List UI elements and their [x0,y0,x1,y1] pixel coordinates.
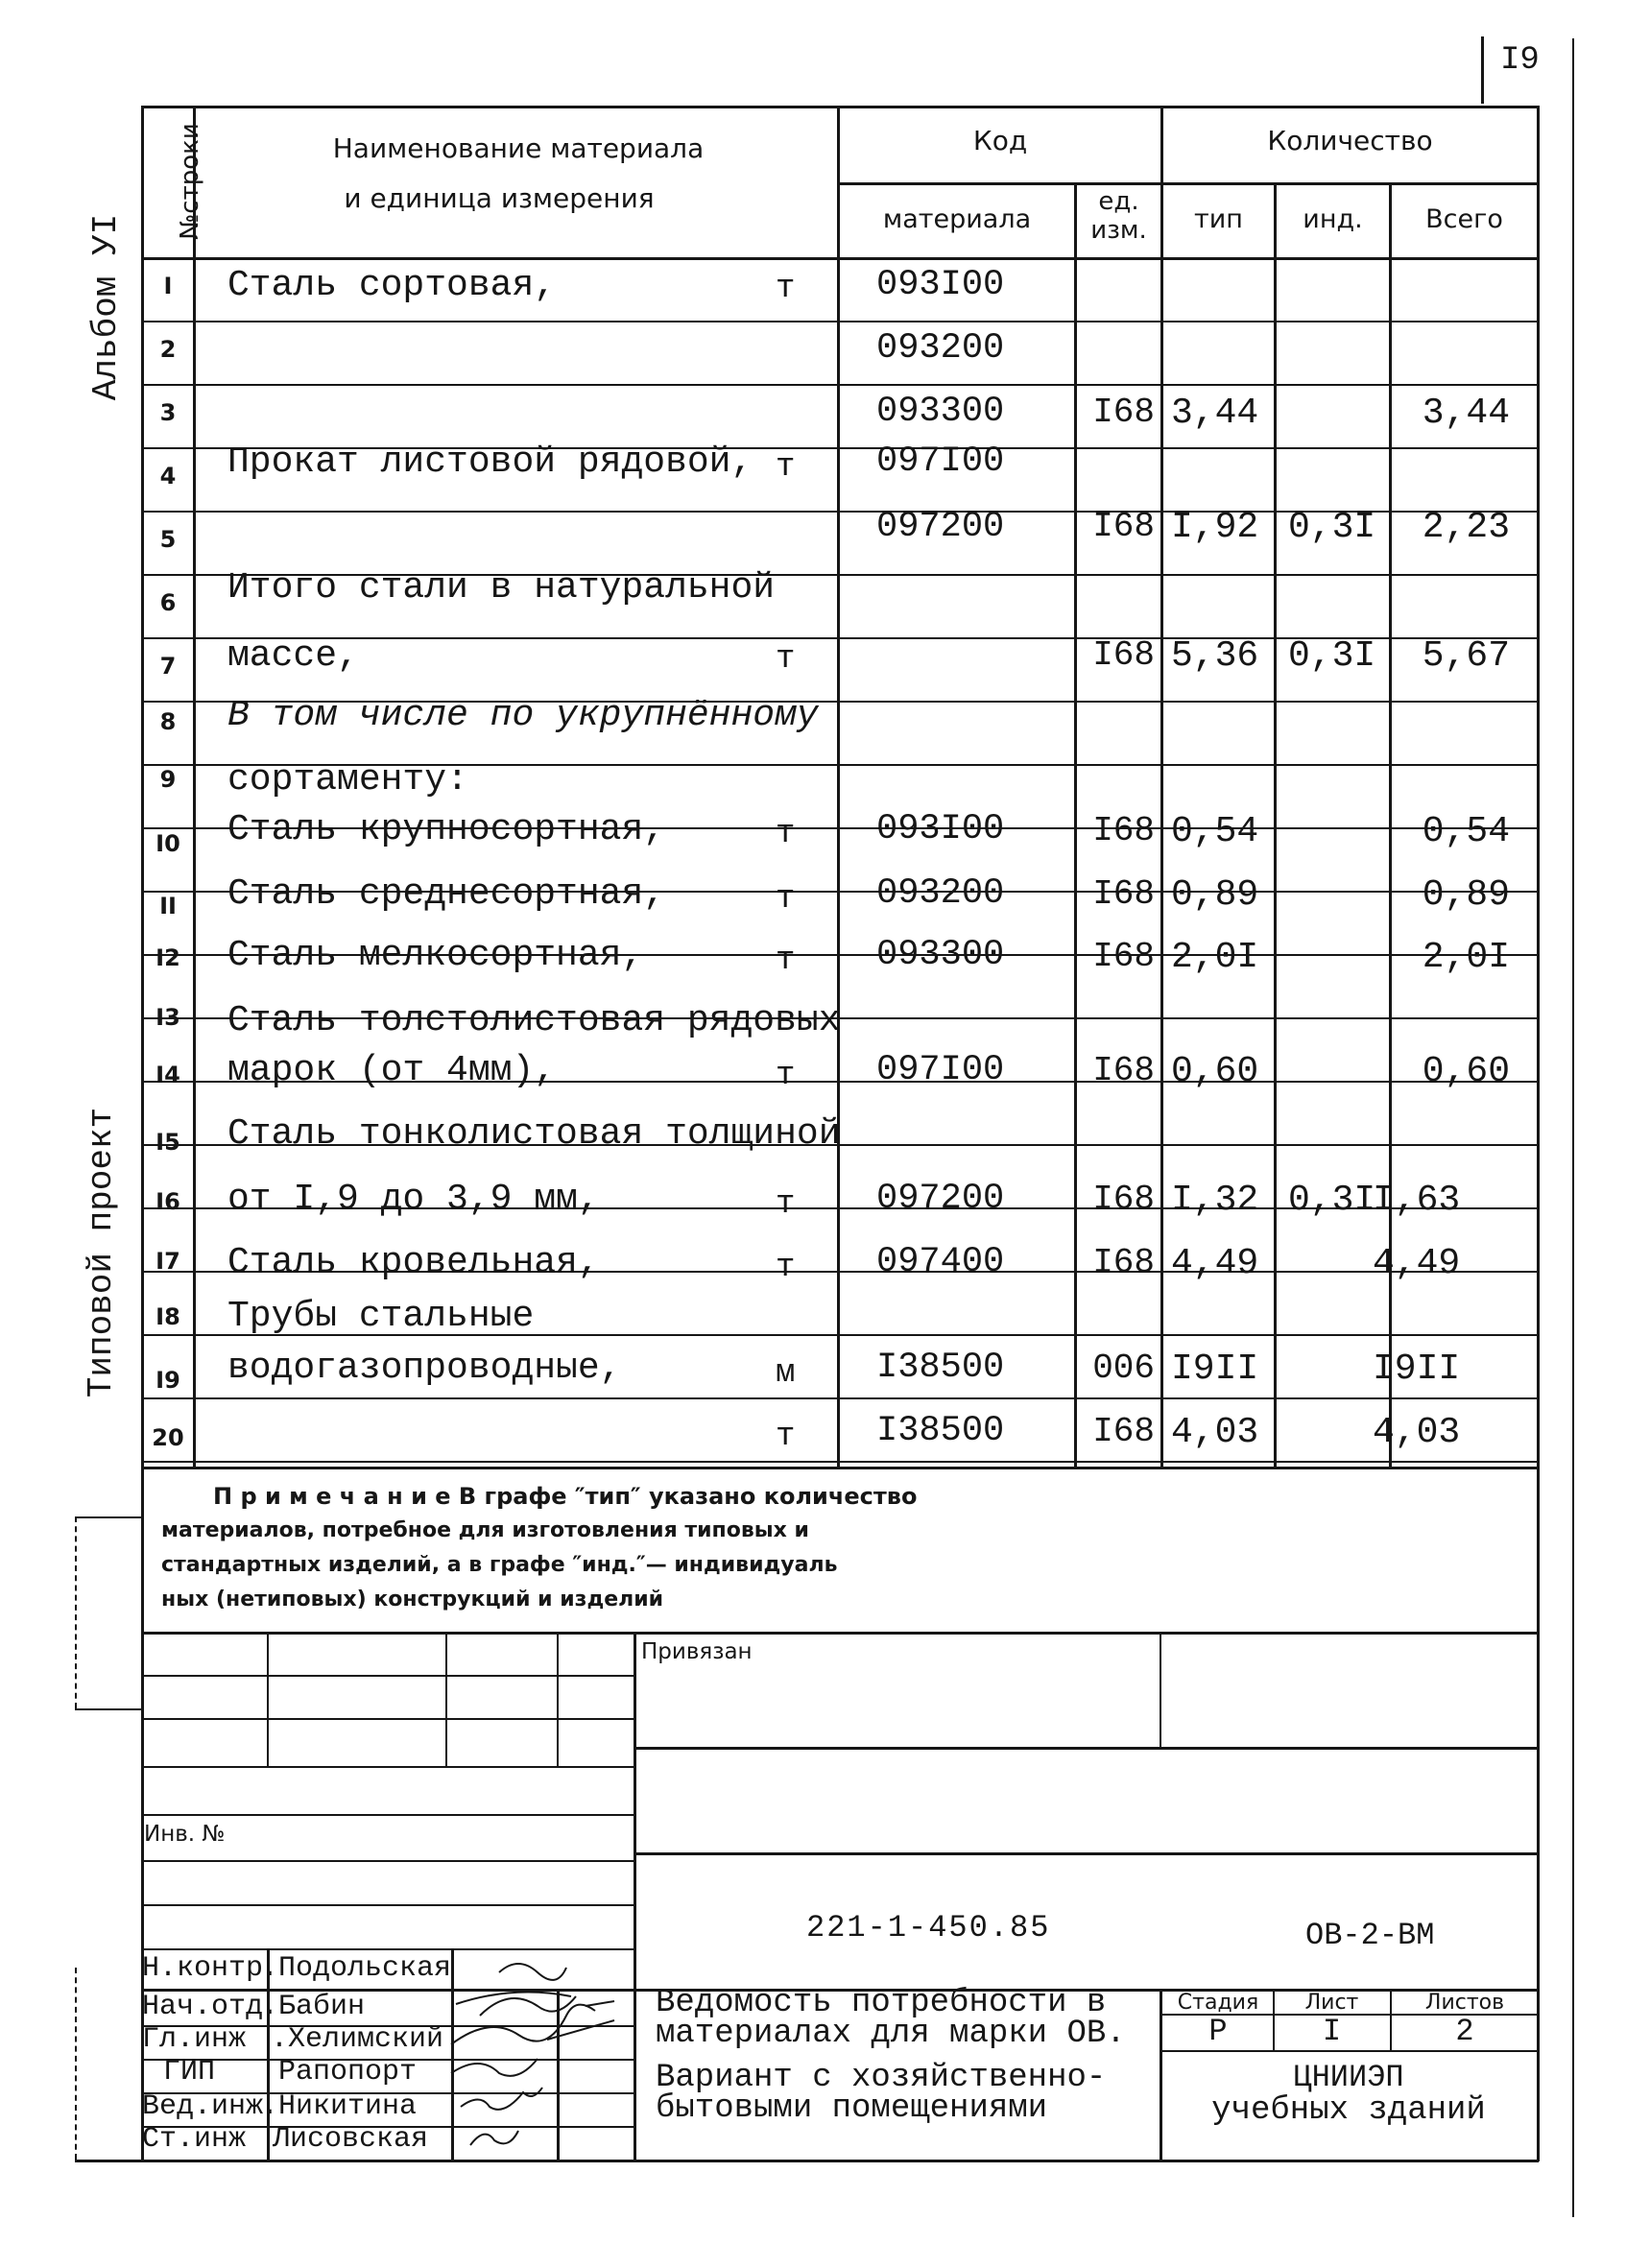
material-code: 093I00 [876,265,1005,305]
material-unit: т [776,943,796,979]
quantity-header: Количество [1267,125,1433,156]
qty-total: 4,49 [1373,1243,1461,1284]
inventory-number-label: Инв. № [144,1822,226,1847]
album-label: Альбом УI [86,213,126,401]
sheet-title-line-1: Ведомость потребности в [656,1985,1107,2021]
right-margin-line [1572,38,1574,2217]
unit-code: I68 [1092,874,1155,914]
row-number: I6 [155,1188,180,1215]
material-code: I38500 [876,1348,1005,1388]
material-code: 093200 [876,328,1005,369]
material-code: I38500 [876,1411,1005,1451]
material-name: Прокат листовой рядовой, [227,442,753,483]
name-nikitina: .Никитина [261,2090,418,2123]
row-number: 8 [159,708,177,735]
name-lisovskaya: Лисовская [273,2123,429,2156]
material-code: 093300 [876,935,1005,975]
material-name: Итого стали в натуральной [227,567,776,609]
row-number: 5 [159,526,177,553]
unit-code: I68 [1092,1412,1155,1451]
page-number-border [1481,36,1484,104]
unit-code: I68 [1092,811,1155,850]
material-name: Сталь тонколистовая толщиной [227,1113,841,1155]
stage-label: Стадия [1177,1991,1259,2015]
qty-type: 5,36 [1171,635,1259,677]
qty-total: 5,67 [1422,635,1510,677]
material-unit: т [776,1186,796,1223]
qty-total: 3,44 [1422,393,1510,434]
name-header-line1: Наименование материала [332,132,705,164]
material-unit: т [776,1419,796,1455]
material-unit: т [776,881,796,918]
role-n-kontr: Н.контр [142,1952,264,1985]
sheet-title-line-2: материалах для марки ОВ. [656,2016,1126,2052]
qty-total: I9II [1373,1349,1461,1390]
qty-type: 0,60 [1171,1051,1259,1092]
qty-type: 2,0I [1171,937,1259,978]
sheets-value: 2 [1455,2014,1474,2049]
material-unit: т [776,449,796,486]
unit-code: I68 [1092,507,1155,546]
material-unit: м [776,1355,796,1392]
document-mark: ОВ-2-ВМ [1305,1918,1435,1953]
qty-total: 0,89 [1422,874,1510,916]
organization-line-2: учебных зданий [1211,2092,1486,2129]
note-line-1: П р и м е ч а н и е В графе ″тип″ указано количество [213,1483,918,1510]
row-number: 4 [159,463,177,489]
material-unit: т [776,641,796,678]
row-number: I7 [155,1248,180,1275]
qty-type: 0,54 [1171,811,1259,852]
material-code: 097I00 [876,442,1005,482]
stage-value: Р [1208,2014,1228,2049]
qty-total: I,63 [1373,1180,1461,1221]
qty-individual: 0,3I [1288,507,1376,548]
document-number: 221-1-450.85 [806,1910,1051,1946]
material-unit: т [776,1250,796,1286]
role-gl-inzh: Гл.инж [142,2023,247,2056]
qty-total: 0,54 [1422,811,1510,852]
material-unit: т [776,271,796,307]
material-name: марок (от 4мм), [227,1050,557,1091]
qty-type: I,92 [1171,507,1259,548]
name-podolskaya: .Подольская [261,1952,452,1985]
unit-code: 006 [1092,1349,1155,1388]
row-number: 20 [152,1424,184,1451]
row-number: II [159,893,177,919]
qty-total: 4,03 [1373,1412,1461,1453]
sheet-title-line-3: Вариант с хозяйственно- [656,2060,1107,2096]
note-line-2: материалов, потребное для изготовления типовых и [161,1518,809,1542]
qty-total: 2,0I [1422,937,1510,978]
unit-code: I68 [1092,635,1155,675]
material-code: 093200 [876,873,1005,914]
name-header-line2: и единица измерения [344,182,655,214]
row-number: I3 [155,1004,180,1031]
material-name: водогазопроводные, [227,1348,622,1389]
row-number: 3 [159,399,177,426]
page-number: I9 [1500,42,1540,79]
material-name: массе, [227,635,359,677]
row-number: I9 [155,1367,180,1394]
role-ved-inzh: Вед.инж [142,2090,264,2123]
material-name: Сталь крупносортная, [227,809,666,850]
sheet-value: I [1322,2014,1342,2049]
individual-header: инд. [1303,204,1363,234]
unit-code: I68 [1092,393,1155,432]
qty-total: 2,23 [1422,507,1510,548]
qty-individual: 0,3I [1288,635,1376,677]
qty-type: I,32 [1171,1180,1259,1221]
qty-type: I9II [1171,1349,1259,1390]
row-number: I2 [155,944,180,971]
name-rapoport: Рапопорт [278,2056,418,2089]
sheet-title-line-4: бытовыми помещениями [656,2090,1048,2127]
qty-type: 4,03 [1171,1412,1259,1453]
material-name: Сталь сортовая, [227,265,557,306]
role-nach-otd: Нач.отд [142,1991,264,2023]
qty-type: 0,89 [1171,874,1259,916]
qty-type: 3,44 [1171,393,1259,434]
project-label: Типовой проект [82,1107,121,1398]
row-number: 7 [159,653,177,680]
row-number-header: №строки [176,123,204,240]
row-number: 2 [159,336,177,363]
material-name: от I,9 до 3,9 мм, [227,1179,600,1220]
row-number: I5 [155,1129,180,1156]
total-header: Всего [1425,204,1503,234]
type-header: тип [1194,204,1243,234]
material-name: Сталь кровельная, [227,1242,600,1283]
row-number: I0 [155,830,180,857]
unit-code: I68 [1092,937,1155,976]
unit-code: I68 [1092,1051,1155,1090]
material-code: 097200 [876,507,1005,547]
privyazan-label: Привязан [641,1639,753,1664]
material-code: 097200 [876,1179,1005,1219]
material-code: 093I00 [876,809,1005,849]
material-code-header: материала [882,204,1032,234]
unit-code-header-l1: ед. [1098,187,1139,216]
row-number: 6 [159,589,177,616]
material-name: В том числе по укрупнённому [227,695,819,736]
unit-code: I68 [1092,1243,1155,1282]
row-number: I [163,273,173,299]
code-header: Код [972,125,1028,156]
sheets-label: Листов [1424,1991,1505,2015]
signatures-image [442,1948,634,2160]
note-line-4: ных (нетиповых) конструкций и изделий [161,1588,664,1611]
material-name: сортаменту: [227,759,468,800]
qty-individual: 0,3I [1288,1180,1376,1221]
material-unit: т [776,1058,796,1094]
material-code: 097I00 [876,1050,1005,1090]
name-khelimsky: .Хелимский [271,2023,444,2056]
note-line-3: стандартных изделий, а в графе ″инд.″— индивидуаль [161,1553,838,1577]
unit-code-header-l2: изм. [1090,216,1147,245]
row-number: 9 [159,766,177,793]
role-st-inzh: Ст.инж [142,2123,247,2156]
organization-line-1: ЦНИИЭП [1293,2060,1404,2095]
row-number: I8 [155,1303,180,1330]
material-name: Сталь толстолистовая рядовых [227,1000,841,1041]
unit-code: I68 [1092,1180,1155,1219]
row-number: I4 [155,1062,180,1088]
material-name: Сталь среднесортная, [227,873,666,915]
qty-total: 0,60 [1422,1051,1510,1092]
material-code: 097400 [876,1242,1005,1282]
qty-type: 4,49 [1171,1243,1259,1284]
role-gip: ГИП [163,2056,216,2089]
sheet-label: Лист [1304,1991,1359,2015]
material-name: Трубы стальные [227,1296,535,1337]
name-babin: .Бабин [261,1991,366,2023]
material-code: 093300 [876,392,1005,432]
material-name: Сталь мелкосортная, [227,935,644,976]
material-unit: т [776,816,796,852]
